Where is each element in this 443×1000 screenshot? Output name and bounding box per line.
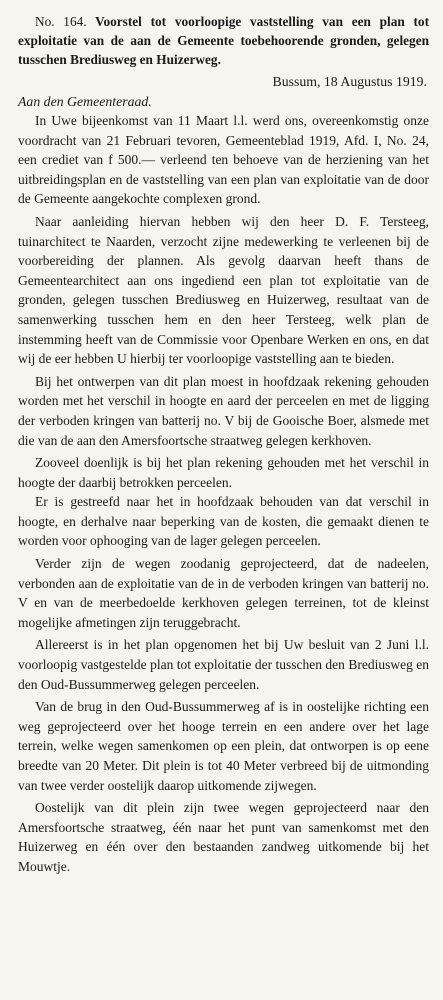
paragraph: Oostelijk van dit plein zijn twee wegen geprojecteerd naar den Amersfoortsche straatweg, één naar het punt van samenkomst met den Huizerweg en één over den bestaanden zandweg uitkomende bij het Mouwtje. <box>18 800 429 874</box>
paragraph: Allereerst is in het plan opgenomen het bij Uw besluit van 2 Juni l.l. voorloopig vastgestelde plan tot exploitatie der tusschen den Brediusweg en den Oud-Bussummerweg gelegen perceelen. <box>18 637 429 692</box>
paragraph: Verder zijn de wegen zoodanig geprojecteerd, dat de nadeelen, verbonden aan de exploitatie van de in de verboden kringen van batterij no. V en van de meerbedoelde kerkhoven gelegen terreinen, tot de kleinst mogelijke afmetingen zijn teruggebracht. <box>18 556 429 630</box>
paragraph: Bij het ontwerpen van dit plan moest in hoofdzaak rekening gehouden worden met het verschil in hoogte en aard der perceelen en met de ligging der verboden kringen van batterij no. V bij de Gooische Boer, alsmede met die van de aan den Amersfoortsche straatweg gelegen kerkhoven. <box>18 373 429 448</box>
paragraph: Zooveel doenlijk is bij het plan rekening gehouden met het verschil in hoogte der daarbij betrokken perceelen. <box>18 455 429 490</box>
paragraph: Naar aanleiding hiervan hebben wij den heer D. F. Tersteeg, tuinarchitect te Naarden, verzocht zijne medewerking te verleenen bij de voorbereiding der plannen. Als gevolg daarvan heeft thans de Gemeentearchitect aan ons ingediend een plan tot exploitatie van de gronden, gelegen tusschen Brediusweg en Huizerweg, resultaat van de samenwerking tusschen hem en den heer Tersteeg, welk plan de instemming heeft van de Commissie voor Openbare Werken en ons, en dat wij de eer hebben U hierbij ter voorloopige vaststelling aan te bieden. <box>18 213 429 367</box>
paragraph: In Uwe bijeenkomst van 11 Maart l.l. werd ons, overeenkomstig onze voordracht van 21 Februari tevoren, Gemeenteblad 1919, Afd. I, No. 24, een crediet van f 500.— verleend ten behoeve van de herziening van het uitbreidingsplan en de vaststelling van een plan van exploitatie van de door de Gemeente aangekochte complexen grond. <box>18 113 429 207</box>
document-heading <box>18 12 429 69</box>
dateline: Bussum, 18 Augustus 1919. <box>272 74 427 89</box>
salutation: Aan den Gemeenteraad. <box>18 94 152 109</box>
paragraph: Van de brug in den Oud-Bussummerweg af is in oostelijke richting een weg geprojecteerd over het hooge terrein en een andere over het lage terrein, welke wegen samenkomen op een plein, dat ontworpen is op eene breedte van 20 Meter. Dit plein is tot 40 Meter verbreed bij de uitmonding van twee verder oostelijk daarop uitkomende zijwegen. <box>18 699 429 793</box>
paragraph: Er is gestreefd naar het in hoofdzaak behouden van dat verschil in hoogte, en derhalve naar beperking van de kosten, die gemaakt dienen te worden voor ophooging van de lager gelegen perceelen. <box>18 494 429 549</box>
document-body <box>18 111 429 877</box>
document-title: Voorstel tot voorloopige vaststelling van een plan tot exploitatie van de aan de Gemeente toebehoorende gronden, gelegen tusschen Brediusweg en Huizerweg. <box>18 14 429 67</box>
document-number: No. 164. <box>35 14 87 29</box>
